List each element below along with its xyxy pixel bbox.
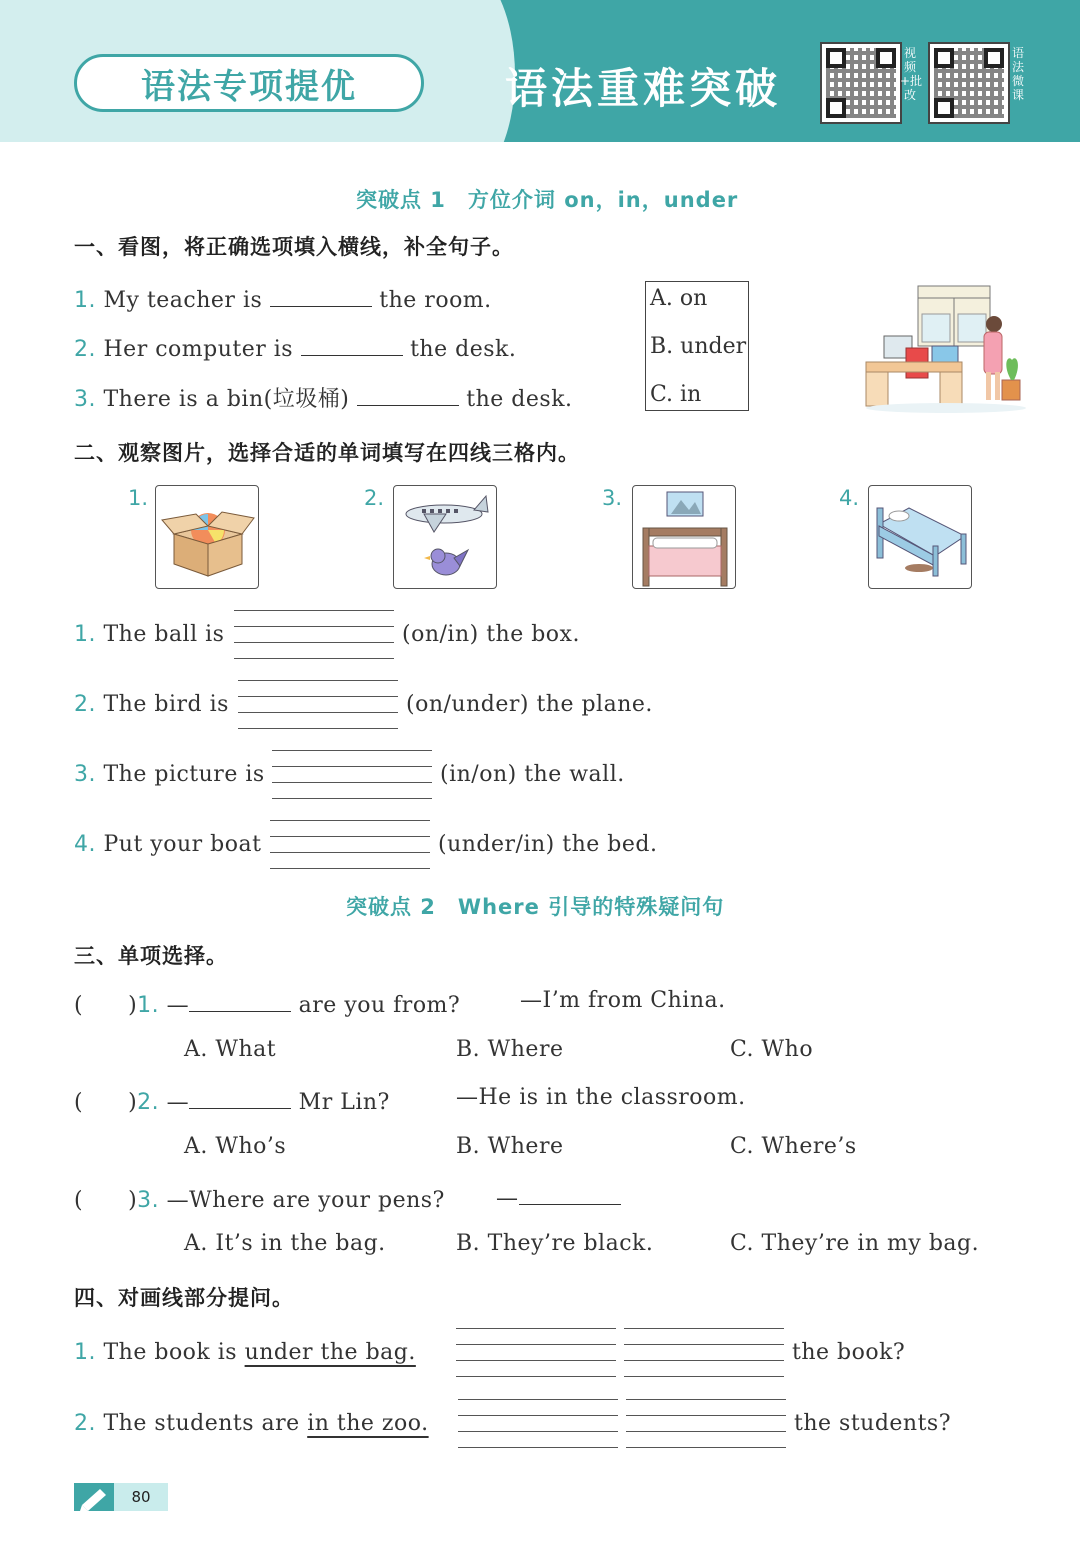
- question-text: —: [496, 1186, 519, 1211]
- option: C. in: [650, 382, 702, 407]
- qr-code-icon[interactable]: [820, 42, 902, 124]
- question-text: the desk.: [466, 387, 573, 412]
- pencil-icon: [74, 1483, 114, 1511]
- picture-number: 1.: [128, 486, 149, 510]
- question-text: the book?: [792, 1340, 906, 1365]
- question-number: 1.: [74, 288, 96, 313]
- choice-option-c[interactable]: C. They’re in my bag.: [730, 1231, 980, 1256]
- question-number: 2.: [74, 337, 96, 362]
- question-line: [74, 382, 573, 413]
- question-number: 3.: [137, 1188, 160, 1213]
- question-line: [74, 692, 229, 717]
- page-number: 80: [114, 1483, 168, 1511]
- picture-number: 2.: [364, 486, 385, 510]
- choice-option-b[interactable]: B. They’re black.: [456, 1231, 654, 1256]
- four-line-grid[interactable]: [456, 1328, 616, 1376]
- question-text: the desk.: [410, 337, 517, 362]
- page-title: 语法重难突破: [505, 64, 782, 113]
- question-number: 1.: [137, 993, 160, 1018]
- answer-bracket[interactable]: ( ): [74, 1188, 138, 1213]
- answer-blank[interactable]: [270, 285, 372, 307]
- qr-code-icon[interactable]: [928, 42, 1010, 124]
- question-text: The bird is: [103, 692, 229, 717]
- choice-question: [74, 1183, 445, 1214]
- question-number: 2.: [74, 692, 96, 717]
- question-text: (on/in) the box.: [402, 622, 580, 647]
- choice-option-b[interactable]: B. Where: [456, 1037, 564, 1062]
- question-text: Mr Lin?: [298, 1090, 390, 1115]
- options-box: [645, 281, 749, 411]
- question-text: —: [166, 993, 190, 1018]
- picture-bird-under-plane: [393, 485, 497, 589]
- question-number: 1.: [74, 1340, 96, 1365]
- question-text: —: [166, 1090, 190, 1115]
- section-heading: 一、看图，将正确选项填入横线，补全句子。: [74, 235, 514, 259]
- question-text: (on/under) the plane.: [406, 692, 653, 717]
- question-text: The picture is: [103, 762, 265, 787]
- underlined-phrase: under the bag.: [244, 1340, 416, 1365]
- question-number: 2.: [74, 1411, 96, 1436]
- point-title: 突破点 1 方位介词 on，in，under: [356, 188, 739, 212]
- picture-number: 3.: [602, 486, 623, 510]
- question-text: —Where are your pens?: [166, 1188, 445, 1213]
- choice-option-a[interactable]: A. It’s in the bag.: [184, 1231, 386, 1256]
- four-line-grid[interactable]: [624, 1328, 784, 1376]
- option: A. on: [650, 286, 708, 311]
- question-text: Put your boat: [103, 832, 262, 857]
- question-line: [74, 832, 261, 857]
- picture-boat-under-bed: [868, 485, 972, 589]
- question-line: [74, 1340, 416, 1365]
- question-line: [74, 285, 492, 313]
- choice-option-a[interactable]: A. Who’s: [184, 1134, 287, 1159]
- choice-option-c[interactable]: C. Where’s: [730, 1134, 857, 1159]
- question-number: 4.: [74, 832, 96, 857]
- picture-number: 4.: [839, 486, 860, 510]
- question-text: —I’m from China.: [520, 988, 726, 1013]
- choice-question: [74, 1085, 390, 1116]
- section-heading: 三、单项选择。: [74, 944, 228, 968]
- section-heading: 四、对画线部分提问。: [74, 1286, 294, 1310]
- answer-bracket[interactable]: ( ): [74, 1090, 138, 1115]
- section-heading: 二、观察图片，选择合适的单词填写在四线三格内。: [74, 441, 580, 465]
- answer-blank: [519, 1183, 621, 1205]
- question-text: (under/in) the bed.: [438, 832, 658, 857]
- answer-bracket[interactable]: ( ): [74, 993, 138, 1018]
- question-number: 2.: [137, 1090, 160, 1115]
- four-line-grid[interactable]: [270, 820, 430, 868]
- four-line-grid[interactable]: [234, 610, 394, 658]
- option: B. under: [650, 334, 747, 359]
- section-label: 语法专项提优: [74, 54, 424, 112]
- question-text: The ball is: [103, 622, 225, 647]
- question-text: There is a bin(垃圾桶): [103, 387, 350, 412]
- question-number: 3.: [74, 387, 96, 412]
- question-text: The students are: [103, 1411, 300, 1436]
- question-text: Her computer is: [103, 337, 294, 362]
- question-number: 3.: [74, 762, 96, 787]
- four-line-grid[interactable]: [238, 680, 398, 728]
- question-number: 1.: [74, 622, 96, 647]
- answer-blank: [189, 1087, 291, 1109]
- four-line-grid[interactable]: [626, 1399, 786, 1447]
- question-text: My teacher is: [103, 288, 263, 313]
- question-text: the room.: [379, 288, 492, 313]
- question-text: (in/on) the wall.: [440, 762, 625, 787]
- question-line: [496, 1183, 621, 1211]
- point-title: 突破点 2 Where 引导的特殊疑问句: [346, 895, 725, 919]
- classroom-illustration: [862, 284, 1028, 414]
- choice-option-c[interactable]: C. Who: [730, 1037, 814, 1062]
- question-text: —He is in the classroom.: [456, 1085, 746, 1110]
- question-line: [74, 762, 265, 787]
- question-text: the students?: [794, 1411, 952, 1436]
- answer-blank[interactable]: [357, 384, 459, 406]
- four-line-grid[interactable]: [458, 1399, 618, 1447]
- qr-label: 语法微课: [1011, 46, 1024, 102]
- picture-ball-in-box: [155, 485, 259, 589]
- choice-option-b[interactable]: B. Where: [456, 1134, 564, 1159]
- answer-blank: [189, 990, 291, 1012]
- four-line-grid[interactable]: [272, 750, 432, 798]
- question-line: [74, 1411, 429, 1436]
- question-line: [74, 334, 516, 362]
- choice-question: [74, 988, 460, 1019]
- underlined-phrase: in the zoo.: [307, 1411, 429, 1436]
- qr-label: 视频+批改: [900, 46, 923, 102]
- picture-picture-on-wall: [632, 485, 736, 589]
- answer-blank[interactable]: [301, 334, 403, 356]
- question-line: [74, 622, 224, 647]
- question-text: are you from?: [298, 993, 461, 1018]
- question-text: The book is: [103, 1340, 238, 1365]
- choice-option-a[interactable]: A. What: [184, 1037, 277, 1062]
